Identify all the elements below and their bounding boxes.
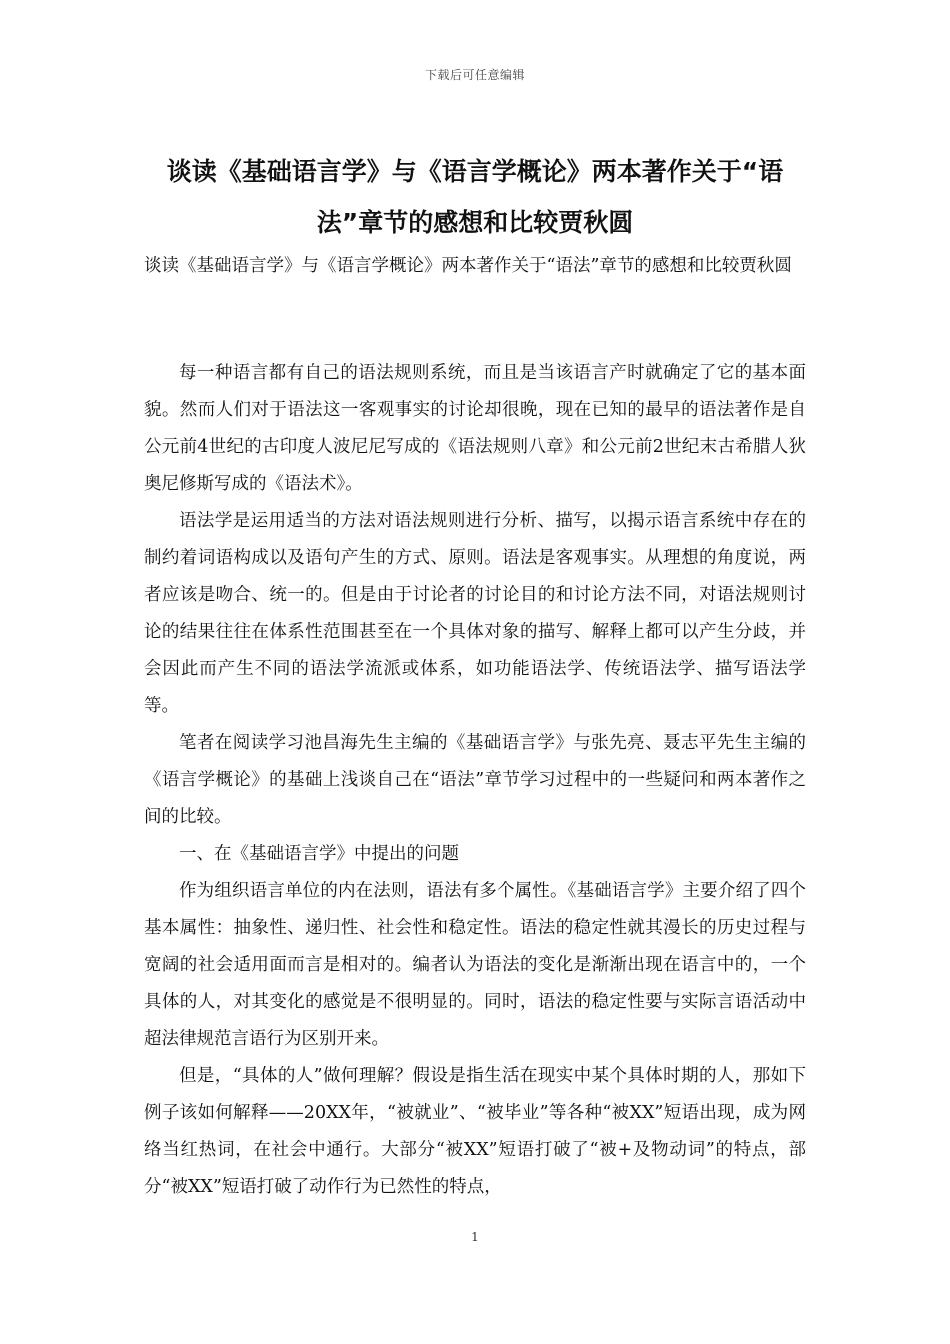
paragraph: 笔者在阅读学习池昌海先生主编的《基础语言学》与张先亮、聂志平先生主编的《语言学概论》的基础上浅谈自己在“语法”章节学习过程中的一些疑问和两本著作之间的比较。 [144,733,806,827]
page-number: 1 [471,1230,479,1244]
paragraph: 语法学是运用适当的方法对语法规则进行分析、描写，以揭示语言系统中存在的制约着词语构成以及语句产生的方式、原则。语法是客观事实。从理想的角度说，两者应该是吻合、统一的。但是由于讨论者的讨论目的和讨论方法不同，对语法规则讨论的结果往往在体系性范围甚至在一个具体对象的描写、解释上都可以产生分歧，并会因此而产生不同的语法学流派或体系，如功能语法学、传统语法学、描写语法学等。 [144,511,806,716]
document-subtitle: 谈读《基础语言学》与《语言学概论》两本著作关于“语法”章节的感想和比较贾秋圆 [144,256,792,276]
header-note: 下载后可任意编辑 [424,68,525,82]
paragraph: 每一种语言都有自己的语法规则系统，而且是当该语言产时就确定了它的基本面貌。然而人们对于语法这一客观事实的讨论却很晚，现在已知的最早的语法著作是自公元前4世纪的古印度人波尼尼写成的《语法规则八章》和公元前2世纪末古希腊人狄奥尼修斯写成的《语法术》。 [144,363,806,494]
document-body [144,355,806,1206]
section-heading: 一、在《基础语言学》中提出的问题 [179,844,459,864]
document-title: 谈读《基础语言学》与《语言学概论》两本著作关于“语法”章节的感想和比较贾秋圆 [166,157,784,237]
paragraph: 作为组织语言单位的内在法则，语法有多个属性。《基础语言学》主要介绍了四个基本属性：抽象性、递归性、社会性和稳定性。语法的稳定性就其漫长的历史过程与宽阔的社会适用面而言是相对的。编者认为语法的变化是渐渐出现在语言中的，一个具体的人，对其变化的感觉是不很明显的。同时，语法的稳定性要与实际言语活动中超法律规范言语行为区别开来。 [144,881,806,1049]
paragraph: 但是，“具体的人”做何理解？假设是指生活在现实中某个具体时期的人，那如下例子该如何解释——20XX年，“被就业”、“被毕业”等各种“被XX”短语出现，成为网络当红热词，在社会中通行。大部分“被XX”短语打破了“被+及物动词”的特点，部分“被XX”短语打破了动作行为已然性的特点， [144,1066,806,1197]
